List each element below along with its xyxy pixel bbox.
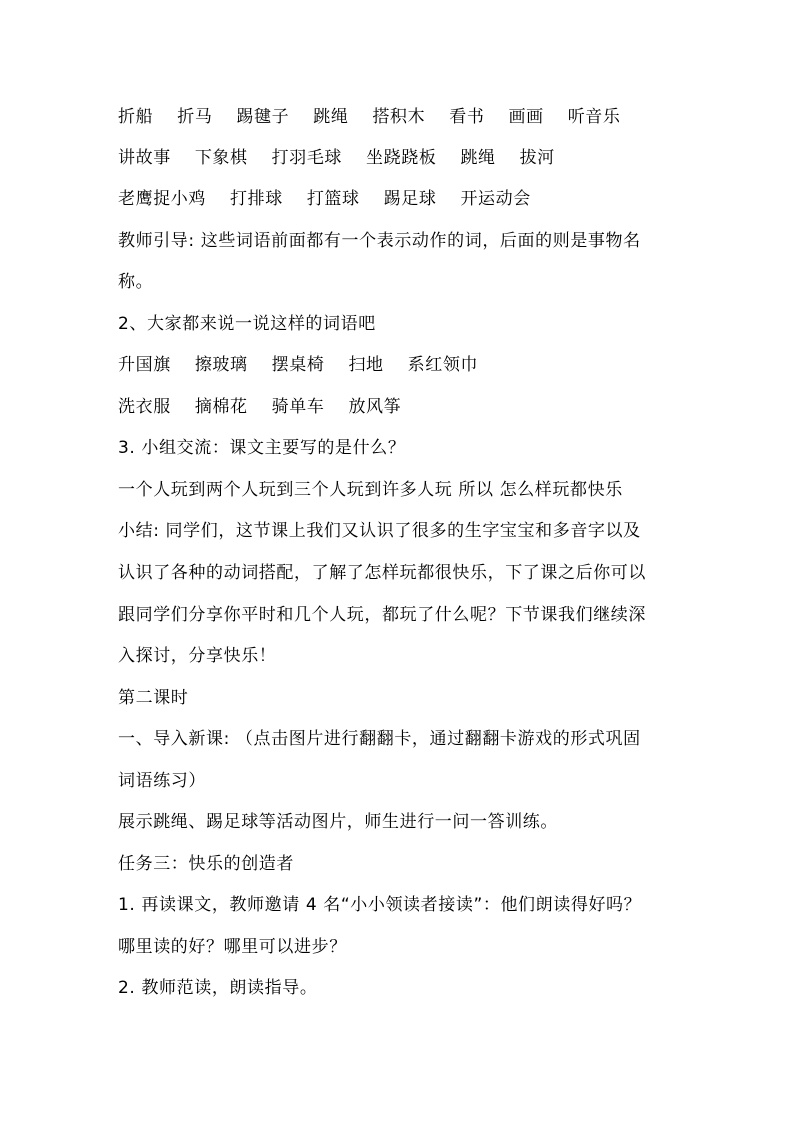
reading-line-3: 2. 教师范读，朗读指导。 bbox=[118, 978, 318, 998]
vocab-line-5: 洗衣服 摘棉花 骑单车 放风筝 bbox=[118, 397, 402, 417]
conclusion-line-4: 入探讨，分享快乐！ bbox=[118, 646, 277, 666]
vocab-line-4: 升国旗 擦玻璃 摆桌椅 扫地 系红领巾 bbox=[118, 355, 479, 375]
task-3-heading: 任务三：快乐的创造者 bbox=[118, 854, 294, 874]
activity-line: 展示跳绳、踢足球等活动图片，师生进行一问一答训练。 bbox=[118, 812, 558, 832]
conclusion-line-2: 认识了各种的动词搭配，了解了怎样玩都很快乐，下了课之后你可以 bbox=[118, 563, 646, 583]
vocab-line-2: 讲故事 下象棋 打羽毛球 坐跷跷板 跳绳 拔河 bbox=[118, 148, 555, 168]
reading-line-1: 1. 再读课文，教师邀请 4 名“小小领读者接读”：他们朗读得好吗？ bbox=[118, 895, 642, 915]
teacher-guide-line-1: 教师引导: 这些词语前面都有一个表示动作的词，后面的则是事物名 bbox=[118, 231, 641, 251]
lesson-2-heading: 第二课时 bbox=[118, 688, 189, 708]
reading-line-2: 哪里读的好？哪里可以进步？ bbox=[118, 937, 347, 957]
intro-line-2: 词语练习） bbox=[118, 771, 206, 791]
intro-line-1: 一、导入新课: （点击图片进行翻翻卡，通过翻翻卡游戏的形式巩固 bbox=[118, 729, 641, 749]
teacher-guide-line-2: 称。 bbox=[118, 272, 154, 292]
step-3-heading: 3. 小组交流：课文主要写的是什么？ bbox=[118, 438, 406, 458]
conclusion-line-3: 跟同学们分享你平时和几个人玩，都玩了什么呢？下节课我们继续深 bbox=[118, 605, 646, 625]
vocab-line-1: 折船 折马 踢毽子 跳绳 搭积木 看书 画画 听音乐 bbox=[118, 107, 621, 127]
summary-answer-line: 一个人玩到两个人玩到三个人玩到许多人玩 所以 怎么样玩都快乐 bbox=[118, 480, 623, 500]
step-2-heading: 2、大家都来说一说这样的词语吧 bbox=[118, 314, 376, 334]
vocab-line-3: 老鹰捉小鸡 打排球 打篮球 踢足球 开运动会 bbox=[118, 189, 531, 209]
conclusion-line-1: 小结: 同学们，这节课上我们又认识了很多的生字宝宝和多音字以及 bbox=[118, 521, 641, 541]
